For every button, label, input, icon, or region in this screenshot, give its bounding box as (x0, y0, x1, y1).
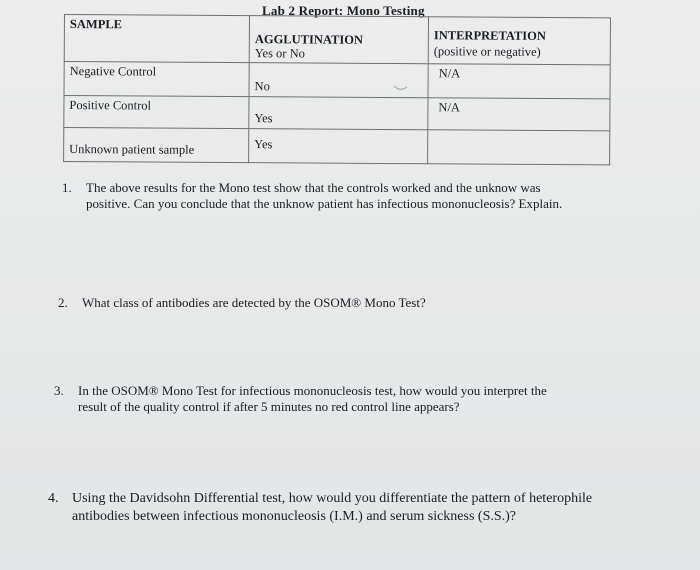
results-table (63, 14, 611, 165)
question-line: Using the Davidsohn Differential test, how would you differentiate the pattern of heterophile (72, 491, 593, 506)
question-number: 2. (58, 295, 68, 310)
question-text (72, 490, 592, 526)
question-line: positive. Can you conclude that the unknow patient has infectious mononucleosis? Explain. (86, 196, 563, 211)
table-row-positive-control (64, 96, 610, 131)
cell-agglutination: Yes (249, 97, 428, 130)
header-interpretation-label: INTERPRETATION (433, 28, 546, 43)
question-number: 4. (48, 491, 59, 506)
table-header-row (64, 15, 610, 65)
pen-mark-icon (392, 82, 410, 96)
header-interpretation (428, 17, 610, 65)
header-agglutination (249, 16, 428, 64)
report-title: Lab 2 Report: Mono Testing (262, 3, 425, 18)
table-row-negative-control (64, 62, 610, 99)
question-line: In the OSOM® Mono Test for infectious mononucleosis test, how would you interpret the (78, 383, 547, 398)
question-number: 3. (54, 383, 64, 398)
table-row-unknown-sample (64, 128, 610, 165)
question-text (82, 295, 426, 311)
cell-agglutination: No (249, 63, 428, 98)
cell-sample: Unknown patient sample (64, 128, 249, 163)
cell-agglutination: Yes (249, 129, 428, 164)
cell-interpretation: N/A (428, 64, 610, 99)
header-agglutination-label: AGGLUTINATION (254, 32, 364, 47)
question-line: What class of antibodies are detected by the OSOM® Mono Test? (82, 295, 426, 310)
header-interpretation-sub: (positive or negative) (433, 44, 541, 59)
cell-sample: Positive Control (64, 96, 249, 129)
header-agglutination-sub: Yes or No (254, 46, 305, 61)
question-line: antibodies between infectious mononucleosis (I.M.) and serum sickness (S.S.)? (72, 509, 517, 524)
header-sample: SAMPLE (64, 15, 249, 63)
cell-interpretation (428, 130, 610, 165)
question-number: 1. (62, 180, 72, 195)
question-line: The above results for the Mono test show that the controls worked and the unknow was (86, 180, 541, 195)
question-text (86, 180, 562, 212)
cell-sample: Negative Control (64, 62, 249, 97)
question-text (78, 383, 547, 415)
cell-interpretation: N/A (428, 98, 610, 131)
question-line: result of the quality control if after 5 minutes no red control line appears? (78, 399, 460, 414)
